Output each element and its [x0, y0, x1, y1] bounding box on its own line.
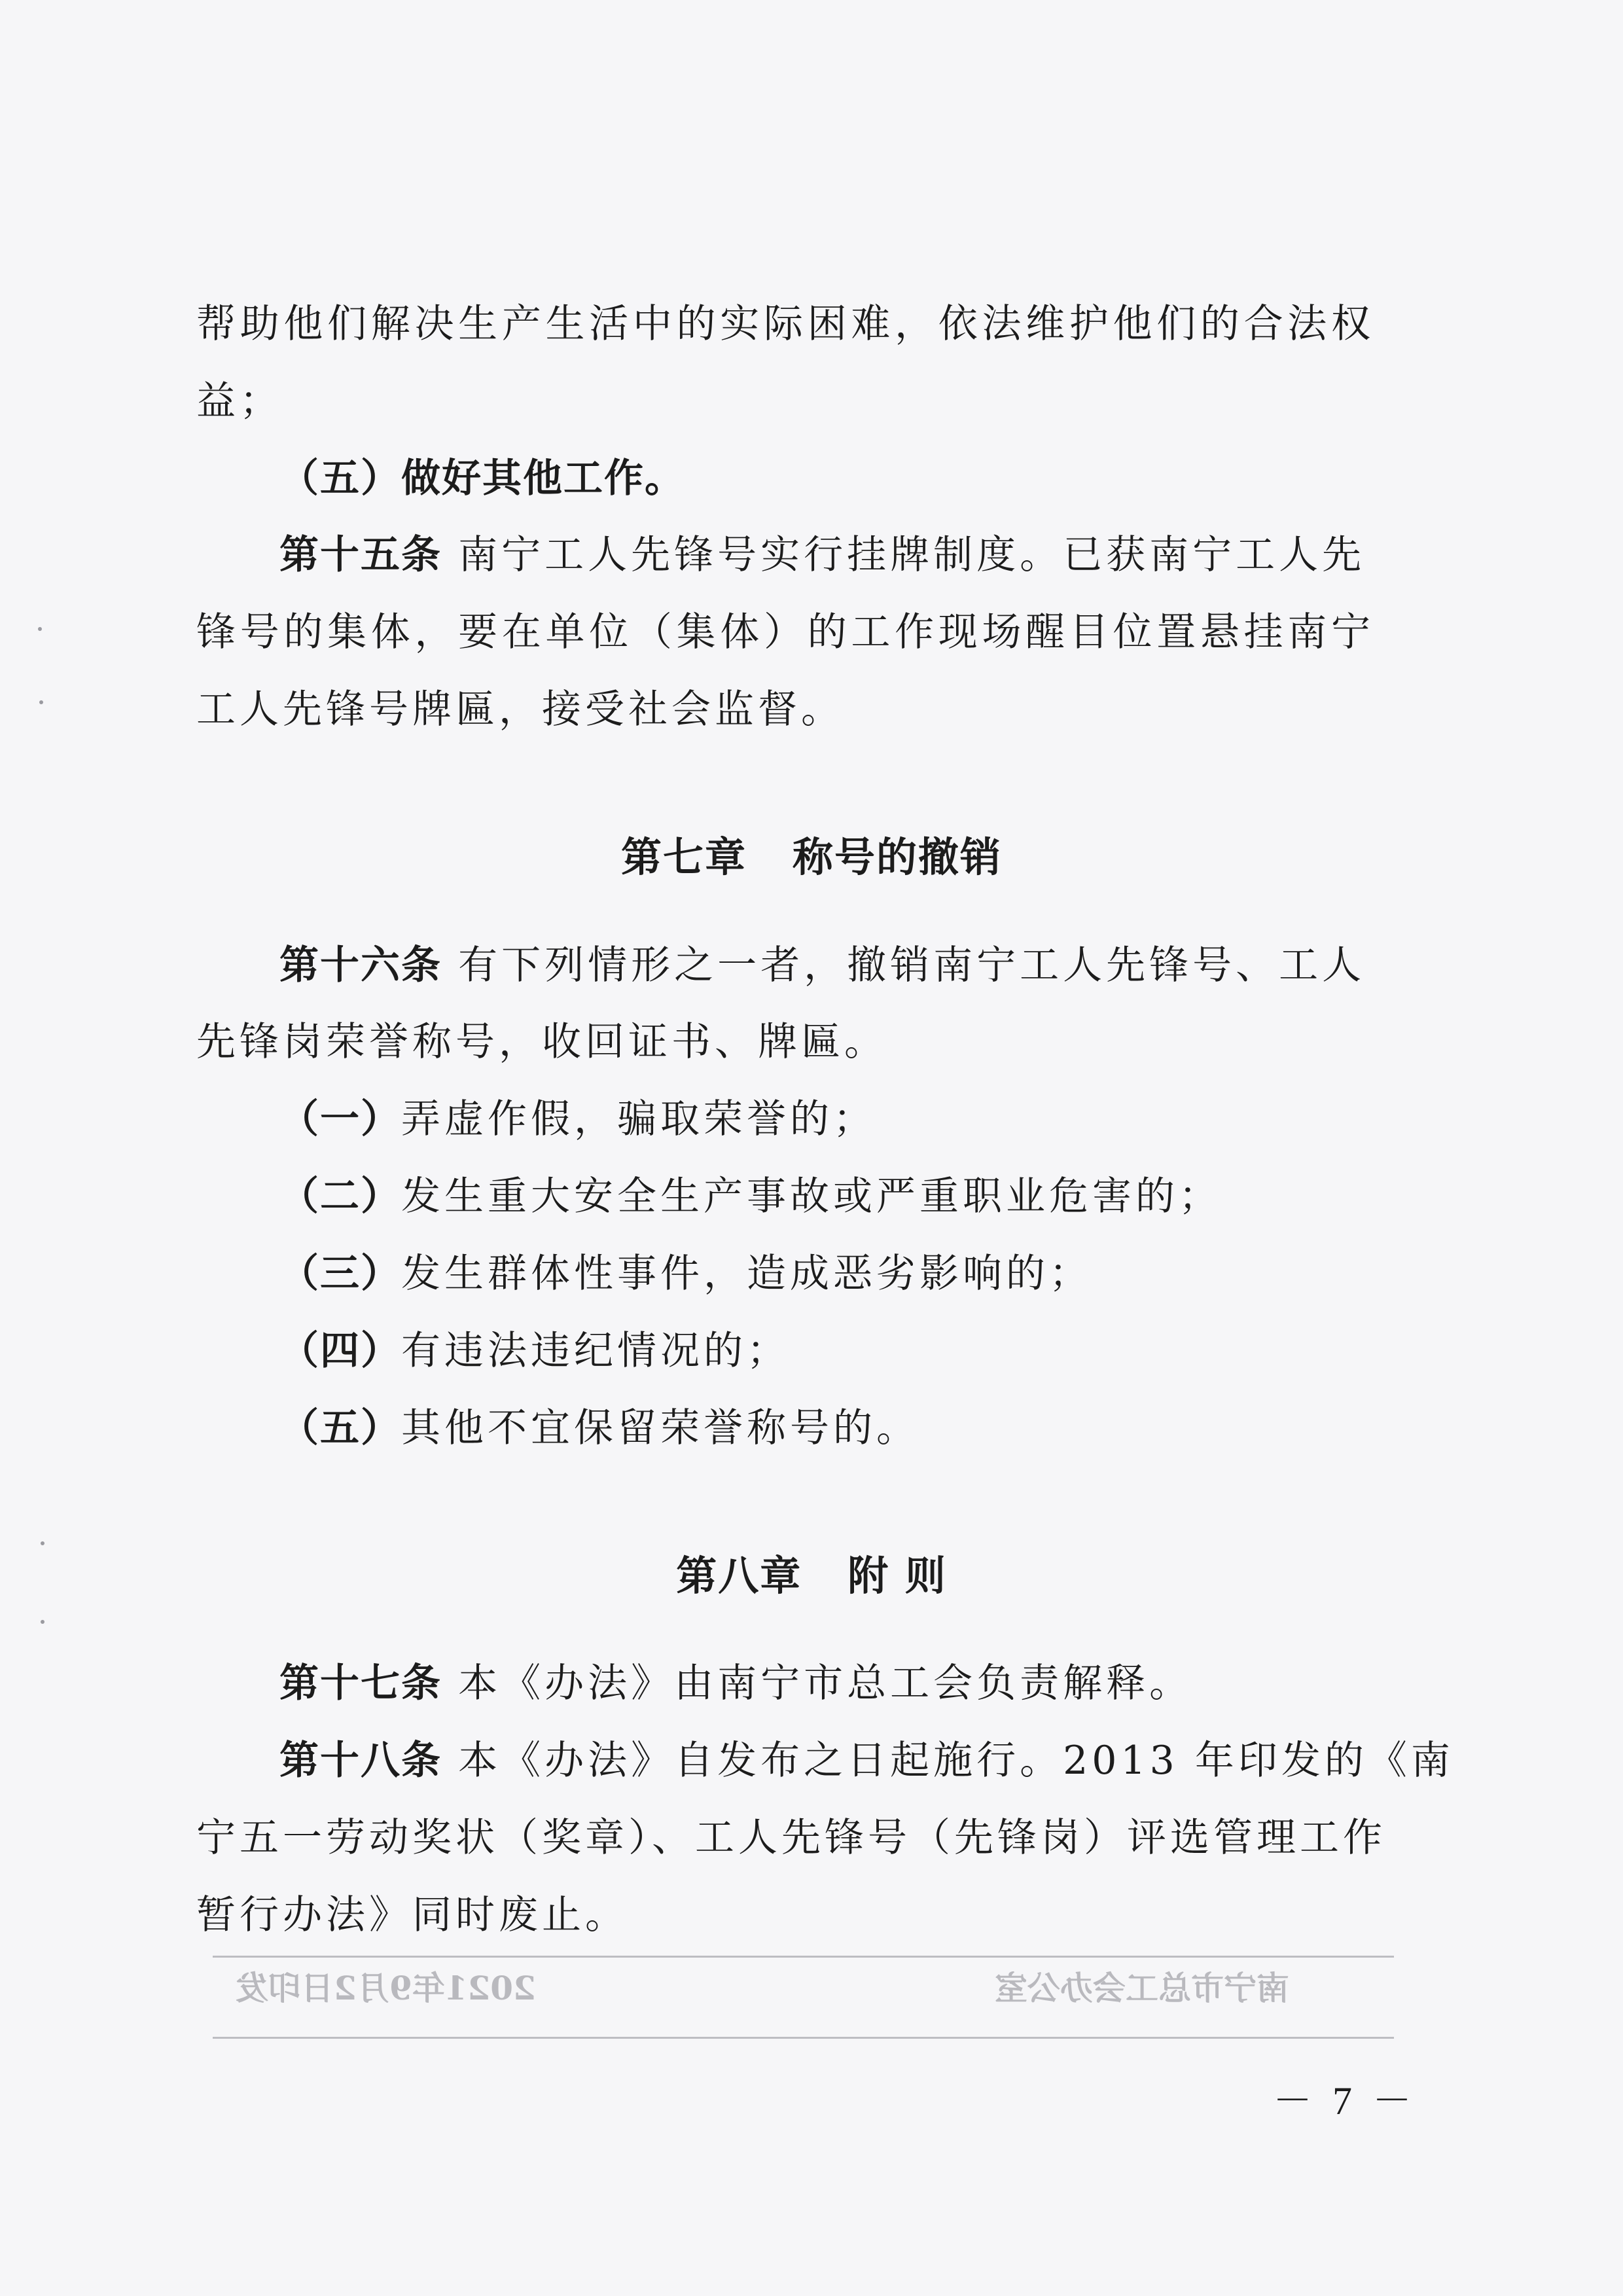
article-label: 第十七条 — [279, 1660, 442, 1706]
article-15 — [279, 529, 1374, 581]
footer-issuer: 南宁市总工会办公室 — [995, 1969, 1289, 2007]
article-text: 本《办法》自发布之日起施行。2013 年印发的《南 — [442, 1738, 1454, 1784]
list-item-number: （五） — [279, 1405, 401, 1451]
footer-date: 2021年9月2日印发 — [236, 1969, 536, 2007]
footer-rule-bottom — [213, 2037, 1394, 2039]
chapter-number: 第七章 — [620, 833, 747, 881]
list-item-number: （五）做好其他工作。 — [279, 456, 685, 501]
list-item-number: （三） — [279, 1251, 401, 1297]
article-16 — [279, 939, 1374, 992]
list-item — [279, 1325, 1374, 1377]
list-item-number: （一） — [279, 1096, 401, 1142]
chapter-7-heading — [0, 831, 1623, 884]
chapter-number: 第八章 — [676, 1552, 802, 1600]
footer-rule-top — [213, 1956, 1394, 1958]
scan-speck — [39, 700, 43, 704]
body-line: 帮助他们解决生产生活中的实际困难，依法维护他们的合法权 — [196, 301, 1374, 347]
list-item-number: （四） — [279, 1328, 401, 1374]
body-line: 宁五一劳动奖状（奖章）、工人先锋号（先锋岗）评选管理工作 — [196, 1815, 1386, 1861]
article-text: 南宁工人先锋号实行挂牌制度。已获南宁工人先 — [442, 532, 1366, 578]
page-number: － 7 － — [1273, 2079, 1417, 2123]
list-item-5-work — [279, 452, 1374, 505]
scan-speck — [41, 1541, 45, 1545]
list-item-text: 其他不宜保留荣誉称号的。 — [401, 1405, 919, 1451]
list-item — [279, 1247, 1374, 1300]
chapter-title: 称号的撤销 — [793, 833, 1003, 881]
list-item-text: 发生群体性事件，造成恶劣影响的； — [401, 1251, 1092, 1297]
article-label: 第十八条 — [279, 1738, 442, 1784]
body-line: 锋号的集体，要在单位（集体）的工作现场醒目位置悬挂南宁 — [196, 609, 1374, 655]
article-text: 本《办法》由南宁市总工会负责解释。 — [442, 1660, 1193, 1706]
list-item-text: 弄虚作假，骗取荣誉的； — [401, 1096, 876, 1142]
chapter-8-heading — [0, 1550, 1623, 1602]
scan-speck — [38, 627, 42, 631]
list-item — [279, 1093, 1374, 1145]
body-line: 暂行办法》同时废止。 — [196, 1892, 628, 1938]
article-17 — [279, 1657, 1374, 1710]
list-item — [279, 1170, 1374, 1223]
list-item — [279, 1402, 1374, 1454]
body-line: 工人先锋号牌匾，接受社会监督。 — [196, 687, 844, 732]
body-line: 先锋岗荣誉称号，收回证书、牌匾。 — [196, 1019, 887, 1065]
scan-speck — [41, 1620, 45, 1624]
article-text: 有下列情形之一者，撤销南宁工人先锋号、工人 — [442, 942, 1366, 988]
list-item-number: （二） — [279, 1174, 401, 1219]
article-18 — [279, 1734, 1454, 1787]
article-label: 第十六条 — [279, 942, 442, 988]
body-line: 益； — [196, 378, 283, 424]
list-item-text: 有违法违纪情况的； — [401, 1328, 790, 1374]
article-label: 第十五条 — [279, 532, 442, 578]
list-item-text: 发生重大安全生产事故或严重职业危害的； — [401, 1174, 1222, 1219]
chapter-title: 附 则 — [847, 1552, 947, 1600]
